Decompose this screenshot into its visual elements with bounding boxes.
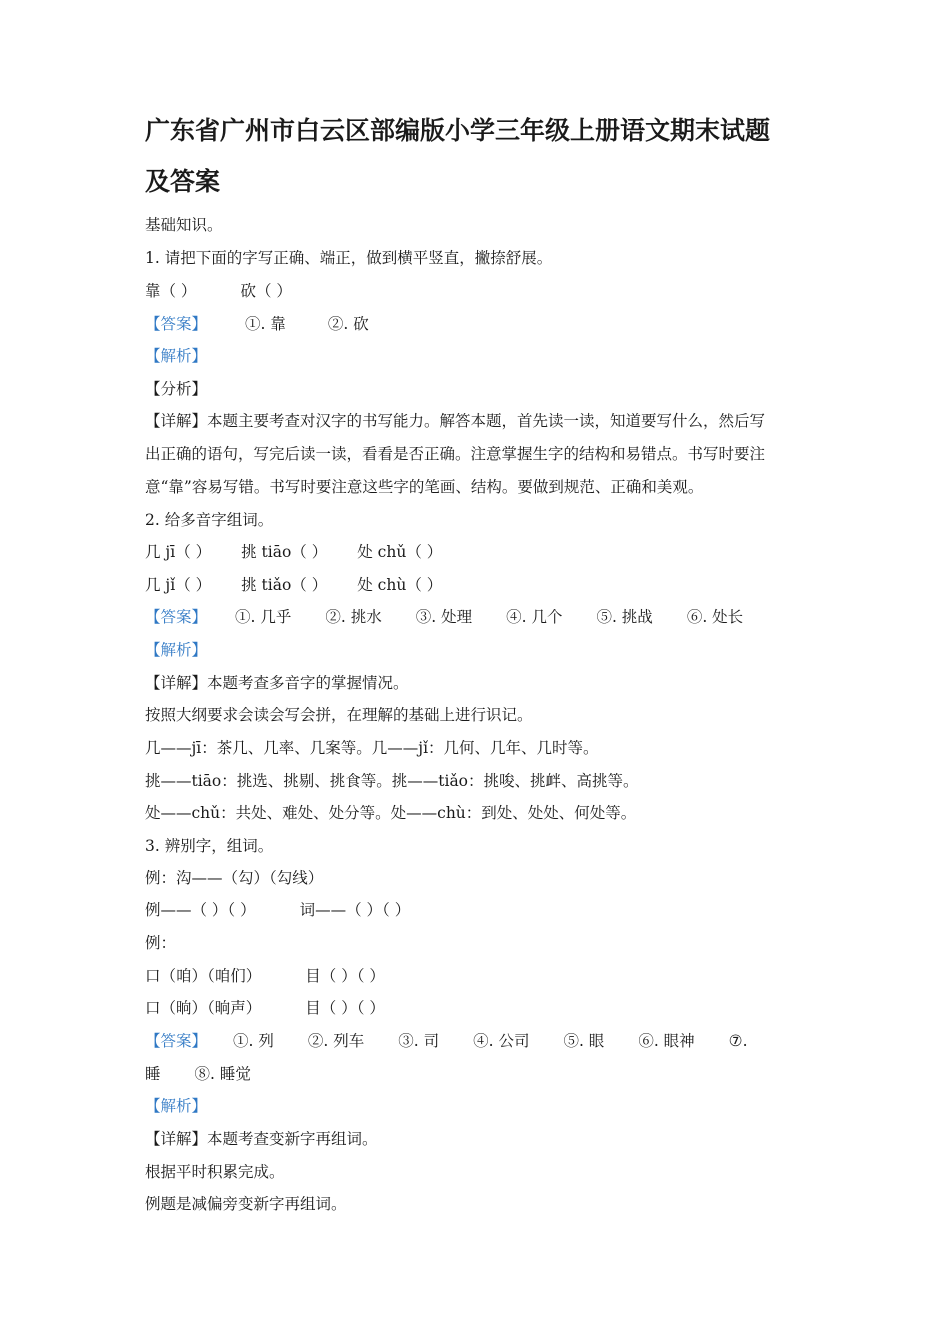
- detail-tag: 【详解】: [145, 1130, 208, 1148]
- q2-row1: [145, 541, 442, 563]
- answer-tag: 【答案】: [145, 315, 208, 333]
- analysis-tag: 【解析】: [145, 641, 208, 659]
- q3-answer-cont: [145, 1063, 251, 1085]
- q2-line1: 按照大纲要求会读会写会拼，在理解的基础上进行识记。: [145, 706, 533, 724]
- q3-ans-5: ⑤. 眼: [563, 1032, 605, 1050]
- q3-example: 例：沟——（勾）（勾线）: [145, 869, 324, 887]
- q2-r1-a: 几 jī（ ）: [145, 543, 212, 561]
- q3-row-b: [145, 965, 385, 987]
- q1-ans-2: ②. 砍: [327, 315, 369, 333]
- fenxi-tag: 【分析】: [145, 380, 208, 398]
- q3-ans-4: ④. 公司: [473, 1032, 530, 1050]
- q2-detail-text: 本题考查多音字的掌握情况。: [207, 674, 409, 692]
- answer-tag: 【答案】: [145, 608, 208, 626]
- q3-line2: 例题是减偏旁变新字再组词。: [145, 1195, 347, 1213]
- detail-tag: 【详解】: [145, 674, 208, 692]
- q3-row-a1: 例——（ ）（ ）: [145, 901, 256, 919]
- doc-title-line2: 及答案: [145, 167, 221, 196]
- q1-detail-1: [145, 410, 765, 432]
- q2-row2: [145, 574, 442, 596]
- q3-row-a2: 词——（ ）（ ）: [299, 901, 411, 919]
- q1-blank-a: 靠（ ）: [145, 282, 197, 300]
- q2-detail: [145, 672, 409, 694]
- doc-title-line1: 广东省广州市白云区部编版小学三年级上册语文期末试题: [145, 116, 771, 145]
- q3-line1: 根据平时积累完成。: [145, 1163, 285, 1181]
- q2-ans-5: ⑤. 挑战: [596, 608, 653, 626]
- q2-ans-2: ②. 挑水: [325, 608, 382, 626]
- q2-ans-4: ④. 几个: [506, 608, 563, 626]
- q3-label: 例：: [145, 934, 177, 952]
- q2-r1-b: 挑 tiāo（ ）: [241, 543, 328, 561]
- q1-detail-3: 意“靠”容易写错。书写时要注意这些字的笔画、结构。要做到规范、正确和美观。: [145, 478, 704, 496]
- analysis-tag: 【解析】: [145, 1097, 208, 1115]
- q2-r2-b: 挑 tiǎo（ ）: [241, 576, 328, 594]
- q2-ans-1: ①. 几乎: [235, 608, 292, 626]
- q3-row-a: [145, 899, 410, 921]
- q1-ans-1: ①. 靠: [245, 315, 286, 333]
- q3-row-c: [145, 997, 385, 1019]
- q2-line3: 挑——tiāo：挑选、挑剔、挑食等。挑——tiǎo：挑唆、挑衅、高挑等。: [145, 772, 639, 790]
- q2-stem: 2. 给多音字组词。: [145, 511, 274, 529]
- q3-row-b1: 口（咱）（咱们）: [145, 967, 262, 985]
- q3-ans-7: ⑦.: [728, 1032, 748, 1050]
- q1-detail-text-1: 本题主要考查对汉字的书写能力。解答本题，首先读一读，知道要写什么，然后写: [207, 412, 766, 430]
- q3-stem: 3. 辨别字，组词。: [145, 837, 274, 855]
- q3-answer: [145, 1030, 748, 1052]
- q2-r2-c: 处 chù（ ）: [357, 576, 443, 594]
- q2-r1-c: 处 chǔ（ ）: [357, 543, 443, 561]
- q3-ans-7-cont: 睡: [145, 1065, 161, 1083]
- detail-tag: 【详解】: [145, 412, 208, 430]
- q2-line4: 处——chǔ：共处、难处、处分等。处——chù：到处、处处、何处等。: [145, 804, 637, 822]
- q1-answer: [145, 313, 369, 335]
- q2-ans-6: ⑥. 处长: [686, 608, 744, 626]
- q2-line2: 几——jī：茶几、几率、几案等。几——jǐ：几何、几年、几时等。: [145, 739, 599, 757]
- q3-row-b2: 目（ ）（ ）: [305, 967, 385, 985]
- q3-row-c2: 目（ ）（ ）: [305, 999, 385, 1017]
- q3-ans-8: ⑧. 睡觉: [194, 1065, 251, 1083]
- q2-r2-a: 几 jǐ（ ）: [145, 576, 212, 594]
- answer-tag: 【答案】: [145, 1032, 208, 1050]
- q3-ans-6: ⑥. 眼神: [638, 1032, 695, 1050]
- q2-ans-3: ③. 处理: [415, 608, 473, 626]
- q3-ans-3: ③. 司: [398, 1032, 440, 1050]
- q3-ans-2: ②. 列车: [307, 1032, 365, 1050]
- q3-detail-text: 本题考查变新字再组词。: [207, 1130, 378, 1148]
- q1-blank-b: 砍（ ）: [240, 282, 292, 300]
- q3-ans-1: ①. 列: [233, 1032, 274, 1050]
- q3-row-c1: 口（晌）（晌声）: [145, 999, 262, 1017]
- analysis-tag: 【解析】: [145, 347, 208, 365]
- q1-blanks: [145, 280, 292, 302]
- q3-detail: [145, 1128, 378, 1150]
- q2-answer: [145, 606, 743, 628]
- q1-stem: 1. 请把下面的字写正确、端正，做到横平竖直，撇捺舒展。: [145, 249, 553, 267]
- section-heading: 基础知识。: [145, 216, 223, 234]
- q1-detail-2: 出正确的语句，写完后读一读，看看是否正确。注意掌握生字的结构和易错点。书写时要注: [145, 445, 766, 463]
